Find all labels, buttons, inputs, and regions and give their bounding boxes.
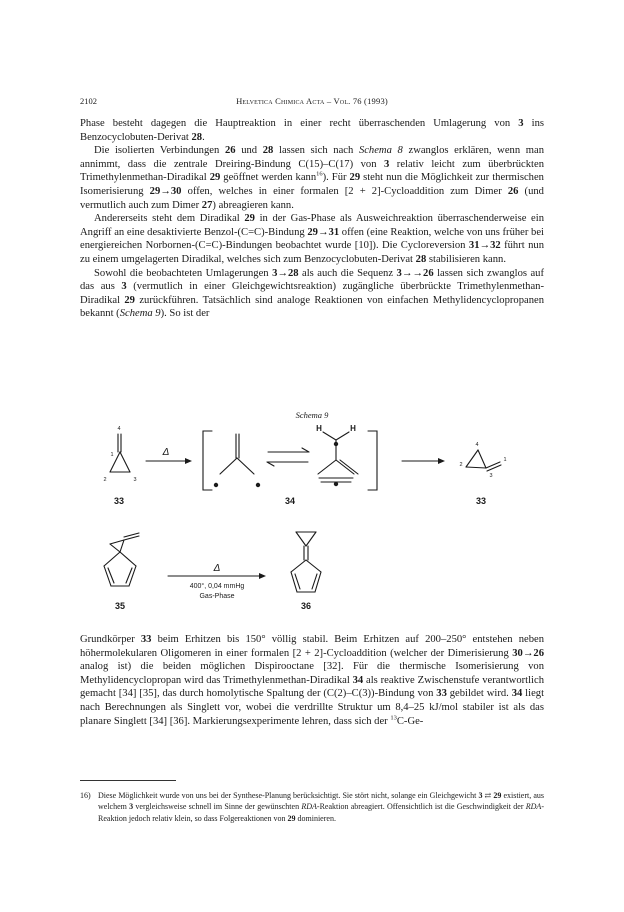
atom-number: 3 — [133, 477, 137, 483]
compound-label: 35 — [114, 601, 126, 611]
page-number: 2102 — [80, 96, 97, 106]
atom-number: 1 — [110, 452, 114, 458]
footnote-mark: 16) — [80, 791, 91, 800]
paragraph: Die isolierten Verbindungen 26 und 28 lassen sich nach Schema 8 zwanglos erklären, wenn man annimmt, dass die zentrale Dreiring-Bindung C(15)–C(17) von 3 relativ leicht zum überbrückten Trimethylenmethan-Diradikal 29 geöffnet werden kann$^{16}$). Für 29 steht nun die Möglichkeit zur thermischen Isomerisierung 29→30 offen, welches in einer formalen [2 + 2]-Cycloaddition zum Dimer 26 (und vermutlich auch zum Dimer 27) abreagieren kann. — [80, 145, 545, 211]
bracket-left — [203, 431, 212, 490]
molecule-33-right — [466, 450, 501, 471]
molecule-36 — [291, 532, 321, 592]
atom-number: 1 — [503, 457, 507, 463]
scheme-title: Schema 9 — [295, 410, 329, 420]
arrow-head — [438, 458, 445, 464]
atom-number: 3 — [489, 473, 493, 479]
footnote-rule — [80, 780, 176, 781]
journal-title: Helvetica Chimica Acta – Vol. 76 (1993) — [236, 96, 388, 106]
body-text-bottom — [80, 633, 544, 728]
footnote-text: Diese Möglichkeit wurde von uns bei der Synthese-Planung berücksichtigt. Sie stört nicht, solange ein Gleichgewicht 3 ⇄ 29 existiert, aus welchem 3 vergleichsweise schnell im Sinne der gewünschten RDA-Reaktion abreagiert. Offensichtlich ist die Geschwindigkeit der RDA-Reaktion jedoch relativ klein, so dass Folgereaktionen von 29 dominieren. — [98, 791, 545, 823]
tmm-twisted — [318, 432, 358, 482]
delta-label: Δ — [213, 563, 221, 574]
atom-number: 4 — [117, 426, 121, 432]
hydrogen-label: H — [350, 424, 356, 433]
arrow-head — [259, 573, 266, 579]
reaction-conditions: 400°, 0,04 mmHg — [189, 583, 245, 590]
arrow-head — [185, 458, 192, 464]
atom-number: 2 — [459, 462, 463, 468]
atom-number: 4 — [475, 442, 479, 448]
paragraph: Phase besteht dagegen die Hauptreaktion in einer recht überraschenden Umlagerung von 3 ins Benzocyclobuten-Derivat 28. — [80, 118, 544, 143]
radical-dots — [214, 442, 338, 487]
compound-label: 33 — [475, 496, 487, 506]
paragraph: Andererseits steht dem Diradikal 29 in der Gas-Phase als Ausweichreaktion überraschenderweise ein Angriff an eine desaktivierte Benzol-(C=C)-Bindung 29→31 offen (eine Reaktion, welche von uns früher bei energiereichen Norbornen-(C=C)-Bindungen beobachtet wurde [10]). Die Cycloreversion 31→32 führt nun zu einem umgelagerten Diradikal, welches sich zum Benzocyclobuten-Derivat 28 stabilisieren kann. — [80, 213, 545, 265]
tmm-planar — [220, 434, 254, 474]
paragraph: Grundkörper 33 beim Erhitzen bis 150° völlig stabil. Beim Erhitzen auf 200–250° entstehen neben höhermolekularen Oligomeren in einer formalen [2 + 2]-Cycloaddition (welcher der Dimerisierung 30→26 analog ist) die beiden möglichen Dispirooctane [32]. Für die thermische Isomerisierung von Methylidencyclopropan wird das Trimethylenmethan-Diradikal 34 als reaktive Zwischenstufe verantwortlich gemacht [34] [35], das durch homolytische Spaltung der (C(2)–C(3))-Bindung von 33 gebildet wird. 34 liegt nach Berechnungen als Singlett vor, wobei die verdrillte Struktur um 8,4–25 kJ/mol stabiler ist als das planare Singlett [34] [36]. Markierungsexperimente lehren, dass sich der $^{13}$C-Ge- — [80, 634, 545, 727]
footnote — [80, 790, 544, 824]
delta-label: Δ — [162, 447, 170, 458]
atom-number: 2 — [103, 477, 107, 483]
reaction-conditions: Gas-Phase — [199, 593, 235, 600]
bracket-right — [368, 431, 377, 490]
molecule-35 — [104, 533, 139, 586]
compound-label: 33 — [113, 496, 125, 506]
compound-label: 36 — [300, 601, 312, 611]
compound-label: 34 — [284, 496, 296, 506]
hydrogen-label: H — [316, 424, 322, 433]
paragraph: Sowohl die beobachteten Umlagerungen 3→28 als auch die Sequenz 3→→26 lassen sich zwanglos auf das aus 3 (vermutlich in einer Gleichgewichtsreaktion) zugängliche überbrückte Trimethylenmethan-Diradikal 29 zurückführen. Tatsächlich sind analoge Reaktionen von einfachen Methylidencyclopropanen bekannt (Schema 9). So ist der — [80, 267, 545, 320]
